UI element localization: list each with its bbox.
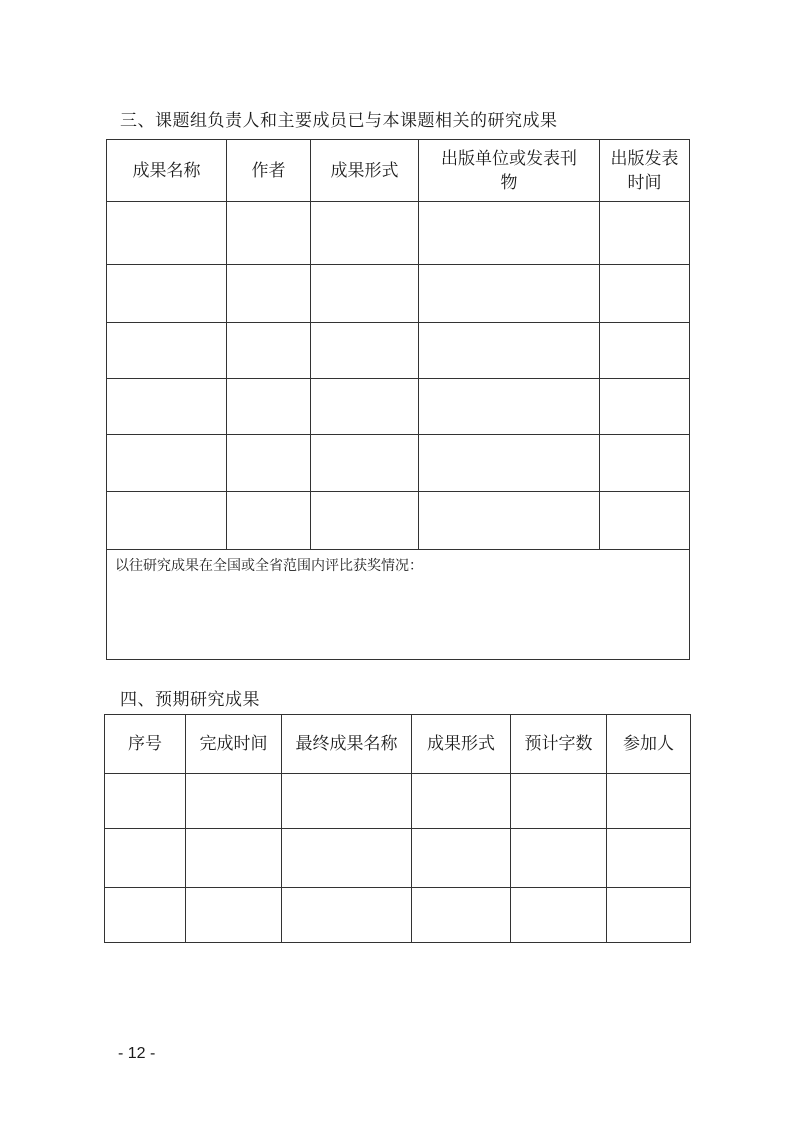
table-cell[interactable] — [600, 379, 690, 435]
table-cell[interactable] — [600, 202, 690, 265]
table-cell[interactable] — [607, 774, 691, 829]
table-cell[interactable] — [227, 492, 311, 550]
table-cell[interactable] — [412, 888, 511, 943]
table-cell[interactable] — [419, 435, 600, 492]
header-publish-time: 出版发表时间 — [600, 140, 690, 202]
table-cell[interactable] — [511, 829, 607, 888]
table-row — [107, 323, 690, 379]
table-cell[interactable] — [412, 829, 511, 888]
table-row — [107, 265, 690, 323]
awards-note-label: 以往研究成果在全国或全省范围内评比获奖情况： — [115, 558, 423, 574]
table-row — [105, 774, 691, 829]
table-cell[interactable] — [186, 829, 282, 888]
table-cell[interactable] — [419, 492, 600, 550]
table-header-row — [105, 715, 691, 774]
table-cell[interactable] — [282, 829, 412, 888]
table-cell[interactable] — [105, 774, 186, 829]
table-row — [107, 492, 690, 550]
header-author: 作者 — [227, 140, 311, 202]
table-cell[interactable] — [227, 265, 311, 323]
table-cell[interactable] — [419, 379, 600, 435]
table-cell[interactable] — [311, 435, 419, 492]
section3-title: 三、课题组负责人和主要成员已与本课题相关的研究成果 — [120, 111, 558, 131]
header-final-result-name: 最终成果名称 — [282, 715, 412, 774]
header-completion-time: 完成时间 — [186, 715, 282, 774]
table-header-row — [107, 140, 690, 202]
page-number: - 12 - — [118, 1045, 156, 1062]
table-cell[interactable] — [600, 435, 690, 492]
research-results-table — [106, 139, 690, 660]
table-cell[interactable] — [311, 265, 419, 323]
awards-note-row — [107, 550, 690, 660]
table-cell[interactable] — [105, 888, 186, 943]
table-row — [105, 888, 691, 943]
table-cell[interactable] — [607, 829, 691, 888]
header-result-form: 成果形式 — [412, 715, 511, 774]
table-cell[interactable] — [282, 774, 412, 829]
table-cell[interactable] — [412, 774, 511, 829]
table-cell[interactable] — [419, 202, 600, 265]
table-cell[interactable] — [107, 492, 227, 550]
table-cell[interactable] — [107, 379, 227, 435]
table-cell[interactable] — [105, 829, 186, 888]
table-cell[interactable] — [227, 379, 311, 435]
section4-title: 四、预期研究成果 — [120, 690, 260, 710]
table-cell[interactable] — [282, 888, 412, 943]
table-cell[interactable] — [227, 202, 311, 265]
table-cell[interactable] — [511, 774, 607, 829]
table-cell[interactable] — [186, 774, 282, 829]
table-row — [107, 435, 690, 492]
table-cell[interactable] — [107, 202, 227, 265]
table-cell[interactable] — [600, 265, 690, 323]
table-cell[interactable] — [311, 379, 419, 435]
table-cell[interactable] — [186, 888, 282, 943]
table-row — [105, 829, 691, 888]
table-cell[interactable] — [107, 265, 227, 323]
header-serial-number: 序号 — [105, 715, 186, 774]
table-cell[interactable] — [600, 323, 690, 379]
table-cell[interactable] — [311, 202, 419, 265]
header-result-name: 成果名称 — [107, 140, 227, 202]
table-row — [107, 379, 690, 435]
table-cell[interactable] — [419, 265, 600, 323]
header-publisher: 出版单位或发表刊物 — [419, 140, 600, 202]
expected-results-table — [104, 714, 691, 943]
table-cell[interactable] — [607, 888, 691, 943]
table-row — [107, 202, 690, 265]
awards-note-cell[interactable] — [107, 550, 690, 660]
table-cell[interactable] — [227, 435, 311, 492]
table-cell[interactable] — [511, 888, 607, 943]
table-cell[interactable] — [419, 323, 600, 379]
table-cell[interactable] — [107, 435, 227, 492]
header-participants: 参加人 — [607, 715, 691, 774]
header-result-form: 成果形式 — [311, 140, 419, 202]
table-cell[interactable] — [311, 323, 419, 379]
table-cell[interactable] — [311, 492, 419, 550]
table-cell[interactable] — [600, 492, 690, 550]
header-word-count: 预计字数 — [511, 715, 607, 774]
table-cell[interactable] — [107, 323, 227, 379]
table-cell[interactable] — [227, 323, 311, 379]
